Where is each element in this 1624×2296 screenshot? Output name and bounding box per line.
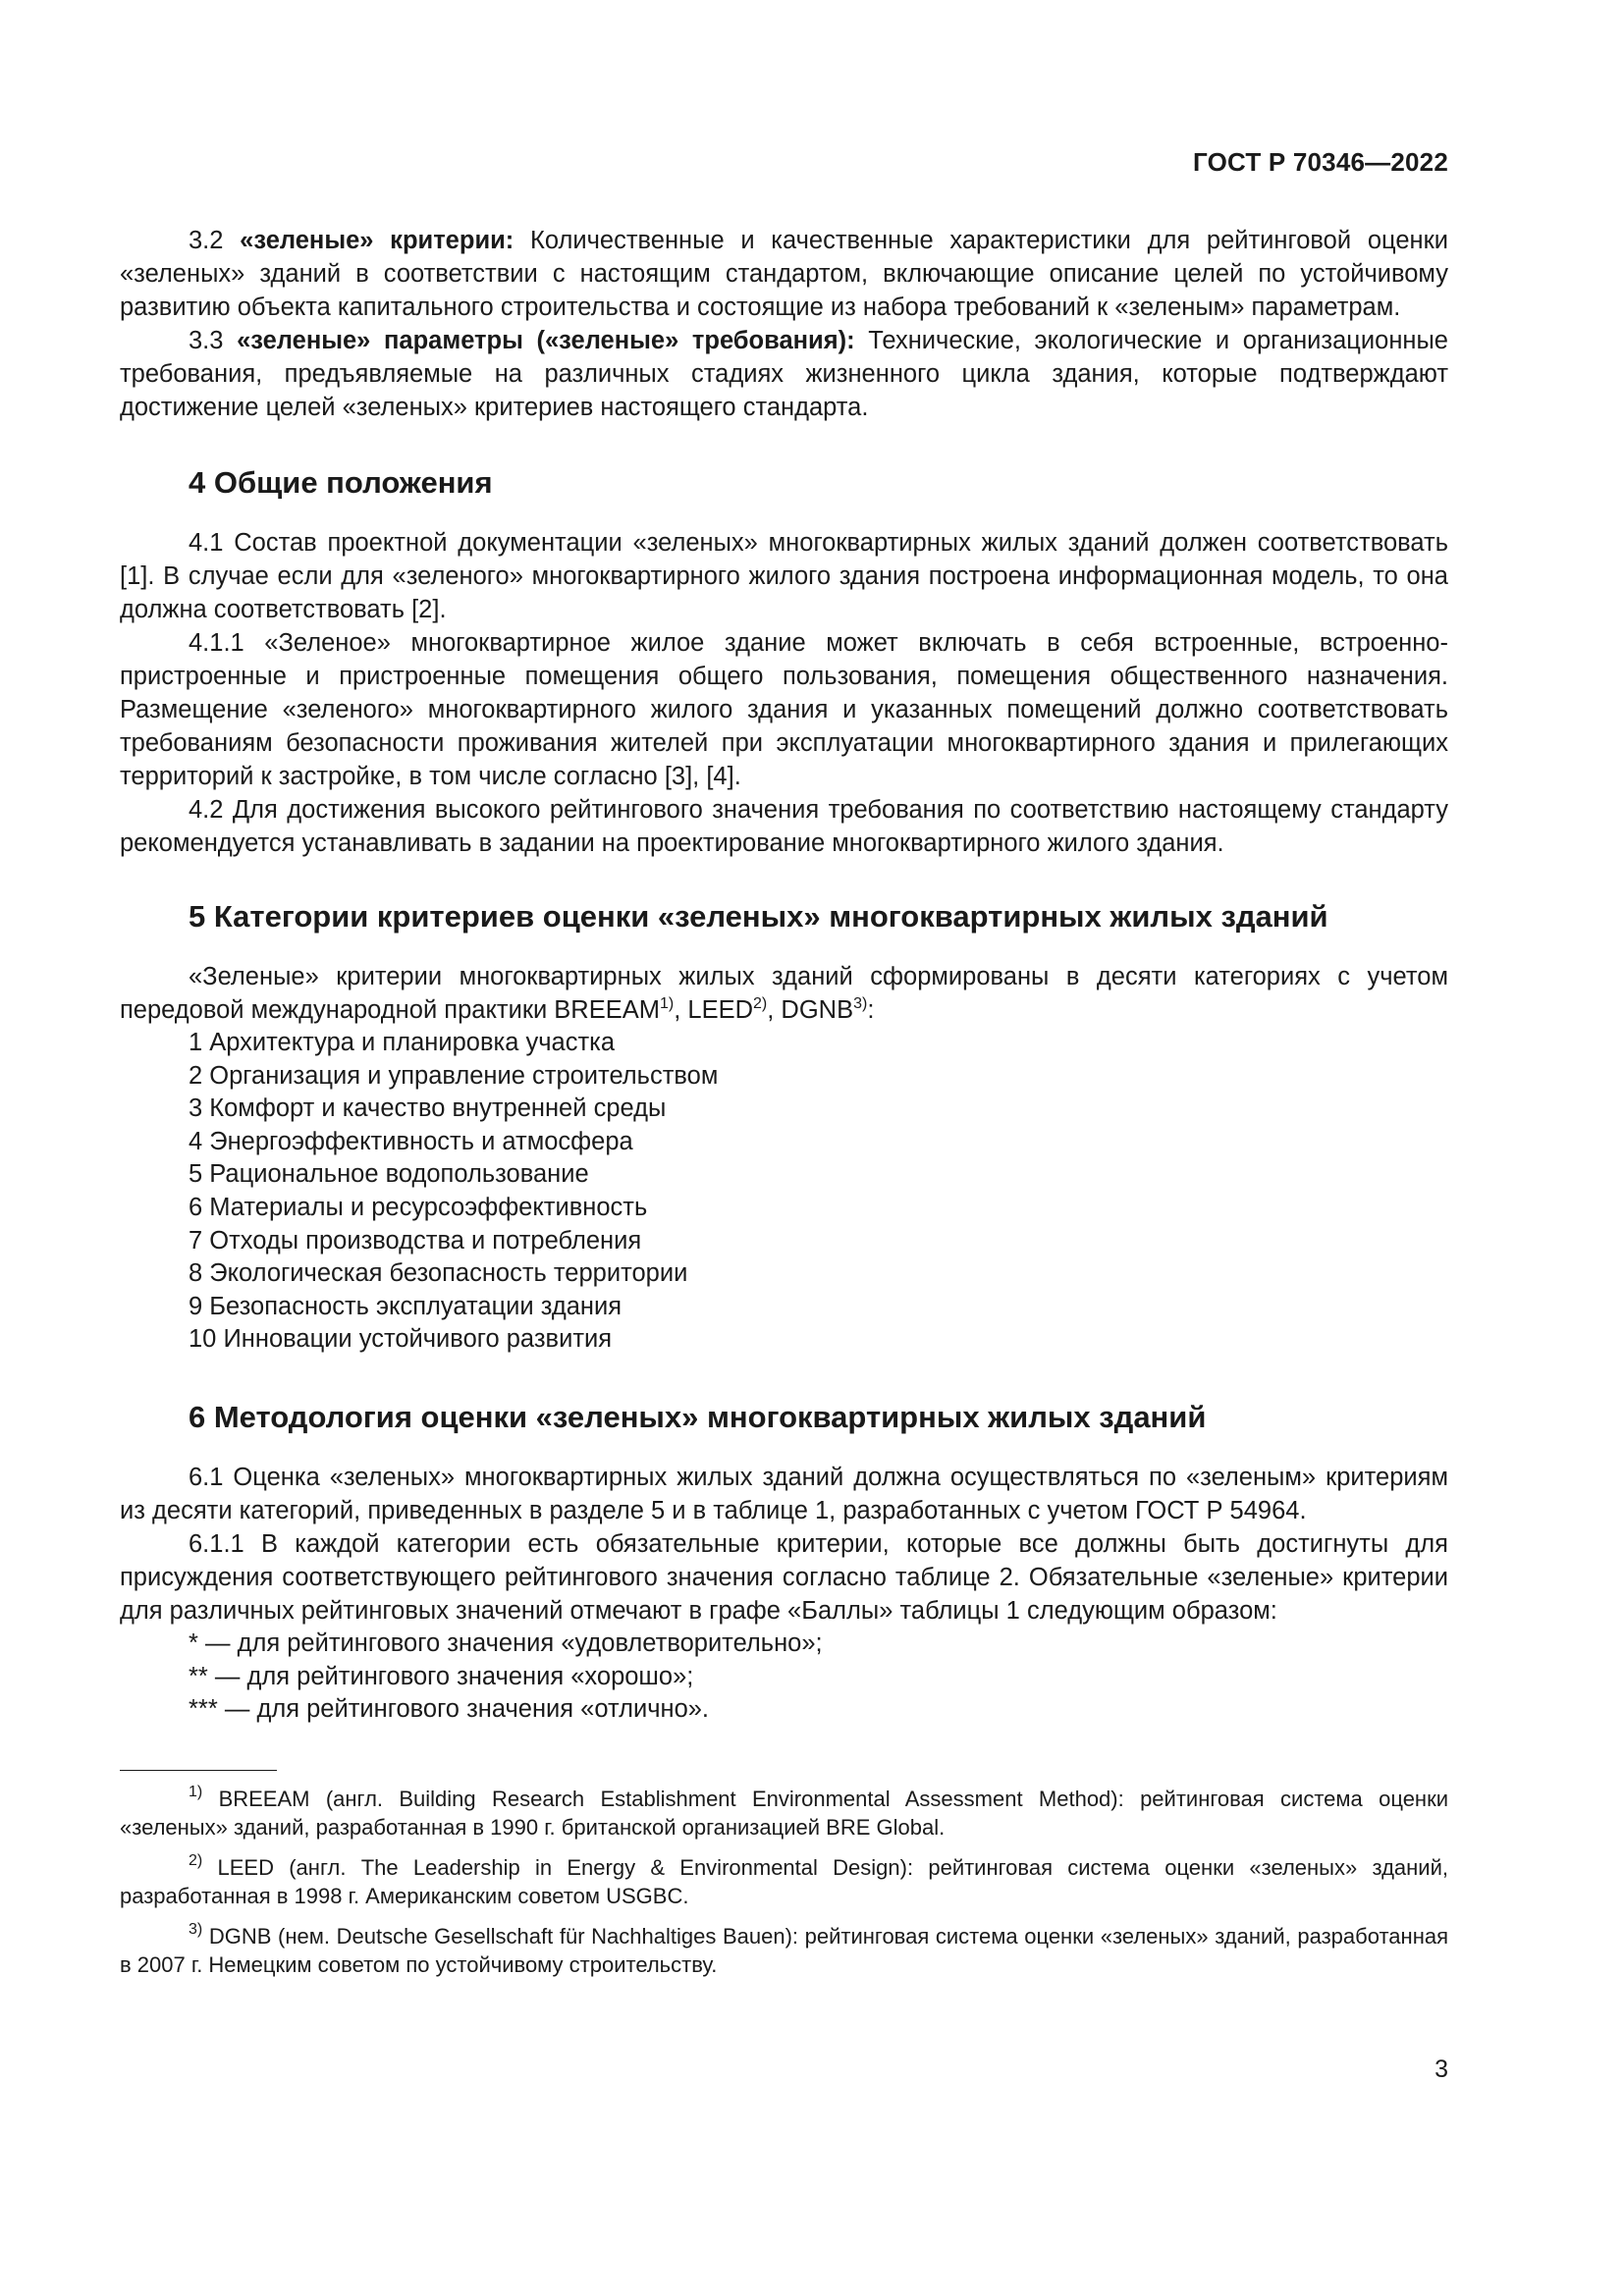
clause-number: 3.3 bbox=[189, 327, 238, 354]
document-code-header: ГОСТ Р 70346—2022 bbox=[1193, 147, 1448, 177]
footnote-mark: 3) bbox=[189, 1920, 203, 1938]
list-item: 8 Экологическая безопасность территории bbox=[189, 1259, 688, 1288]
list-item: 3 Комфорт и качество внутренней среды bbox=[189, 1095, 667, 1123]
document-body bbox=[120, 224, 1448, 1991]
section-6-heading: 6 Методология оценки «зеленых» многоквартирных жилых зданий bbox=[189, 1399, 1207, 1434]
clause-number: 3.2 bbox=[189, 227, 241, 254]
list-item: 9 Безопасность эксплуатации здания bbox=[189, 1292, 623, 1320]
document-page bbox=[120, 0, 1448, 2296]
footnote-3 bbox=[120, 1922, 1448, 1979]
clause-4-2: 4.2 Для достижения высокого рейтингового значения требования по соответствию настоящему стандарту рекомендуется устанавливать в задании на проектирование многоквартирного жилого здания. bbox=[120, 796, 1448, 857]
section-5-heading: 5 Категории критериев оценки «зеленых» многоквартирных жилых зданий bbox=[189, 899, 1328, 934]
footnote-mark: 2) bbox=[189, 1851, 203, 1869]
footnote-2 bbox=[120, 1853, 1448, 1910]
term-green-criteria: «зеленые» критерии: bbox=[240, 227, 514, 254]
footnote-text: BREEAM (англ. Building Research Establishment Environmental Assessment Method): рейтинговая система оценки «зеленых» зданий, разработанная в 1990 г. британской организацией BRE Global. bbox=[120, 1786, 1448, 1840]
clause-6-1: 6.1 Оценка «зеленых» многоквартирных жилых зданий должна осуществляться по «зеленым» критериям из десяти категорий, приведенных в разделе 5 и в таблице 1, разработанных с учетом ГОСТ Р 54964. bbox=[120, 1463, 1448, 1524]
clause-6-1-1: 6.1.1 В каждой категории есть обязательные критерии, которые все должны быть достигнуты для присуждения соответствующего рейтингового значения согласно таблице 2. Обязательные «зеленые» критерии для различных рейтинговых значений отмечают в графе «Баллы» таблицы 1 следующим образом: bbox=[120, 1529, 1448, 1625]
clause-4-1-1: 4.1.1 «Зеленое» многоквартирное жилое здание может включать в себя встроенные, встроенно-пристроенные и пристроенные помещения общего пользования, помещения общественного назначения. Размещение «зеленого» многоквартирного жилого здания и указанных помещений должно соответствовать требованиям безопасности проживания жителей при эксплуатации многоквартирного здания и прилегающих территорий к застройке, в том числе согласно [3], [4]. bbox=[120, 629, 1448, 790]
list-item: *** — для рейтингового значения «отлично». bbox=[189, 1695, 710, 1724]
footnote-mark: 1) bbox=[189, 1783, 203, 1800]
list-item: 7 Отходы производства и потребления bbox=[189, 1226, 642, 1255]
footnote-ref-3: 3) bbox=[853, 995, 868, 1012]
definition-text: Технические, экологические и организационные требования, предъявляемые на различных стадиях жизненного цикла здания, которые подтверждают достижение целей «зеленых» критериев настоящего стандарта. bbox=[120, 327, 1448, 421]
rating-marks-list bbox=[120, 1628, 1448, 1727]
list-item: 2 Организация и управление строительством bbox=[189, 1061, 719, 1090]
footnote-ref-2: 2) bbox=[753, 995, 768, 1012]
intro-text: «Зеленые» критерии многоквартирных жилых зданий сформированы в десяти категориях с учетом передовой международной практики BREEAM bbox=[120, 963, 1448, 1024]
footnote-ref-1: 1) bbox=[660, 995, 675, 1012]
list-item: * — для рейтингового значения «удовлетворительно»; bbox=[189, 1629, 823, 1657]
list-item: ** — для рейтингового значения «хорошо»; bbox=[189, 1662, 694, 1690]
category-list bbox=[120, 1027, 1448, 1357]
list-item: 4 Энергоэффективность и атмосфера bbox=[189, 1127, 633, 1155]
list-item: 5 Рациональное водопользование bbox=[189, 1160, 589, 1189]
section-5-intro bbox=[120, 960, 1448, 1027]
intro-text: , LEED bbox=[674, 996, 754, 1024]
section-4-heading: 4 Общие положения bbox=[189, 465, 493, 500]
footnote-divider bbox=[120, 1770, 277, 1771]
page-number: 3 bbox=[1435, 2056, 1448, 2083]
clause-3-2 bbox=[120, 224, 1448, 324]
intro-text: : bbox=[867, 996, 875, 1024]
list-item: 10 Инновации устойчивого развития bbox=[189, 1325, 613, 1354]
footnote-text: DGNB (нем. Deutsche Gesellschaft für Nachhaltiges Bauen): рейтинговая система оценки «зеленых» зданий, разработанная в 2007 г. Немецким советом по устойчивому строительству. bbox=[120, 1923, 1448, 1977]
term-green-parameters: «зеленые» параметры («зеленые» требования): bbox=[237, 327, 855, 354]
list-item: 1 Архитектура и планировка участка bbox=[189, 1029, 616, 1056]
intro-text: , DGNB bbox=[767, 996, 854, 1024]
list-item: 6 Материалы и ресурсоэффективность bbox=[189, 1193, 648, 1221]
definition-text: Количественные и качественные характеристики для рейтинговой оценки «зеленых» зданий в соответствии с настоящим стандартом, включающие описание целей по устойчивому развитию объекта капитального строительства и состоящие из набора требований к «зеленым» параметрам. bbox=[120, 227, 1448, 321]
footnote-1 bbox=[120, 1785, 1448, 1842]
clause-4-1: 4.1 Состав проектной документации «зеленых» многоквартирных жилых зданий должен соответствовать [1]. В случае если для «зеленого» многоквартирного жилого здания построена информационная модель, то она должна соответствовать [2]. bbox=[120, 529, 1448, 623]
footnote-text: LEED (англ. The Leadership in Energy & Environmental Design): рейтинговая система оценки «зеленых» зданий, разработанная в 1998 г. Американским советом USGBC. bbox=[120, 1854, 1448, 1908]
clause-3-3 bbox=[120, 324, 1448, 424]
